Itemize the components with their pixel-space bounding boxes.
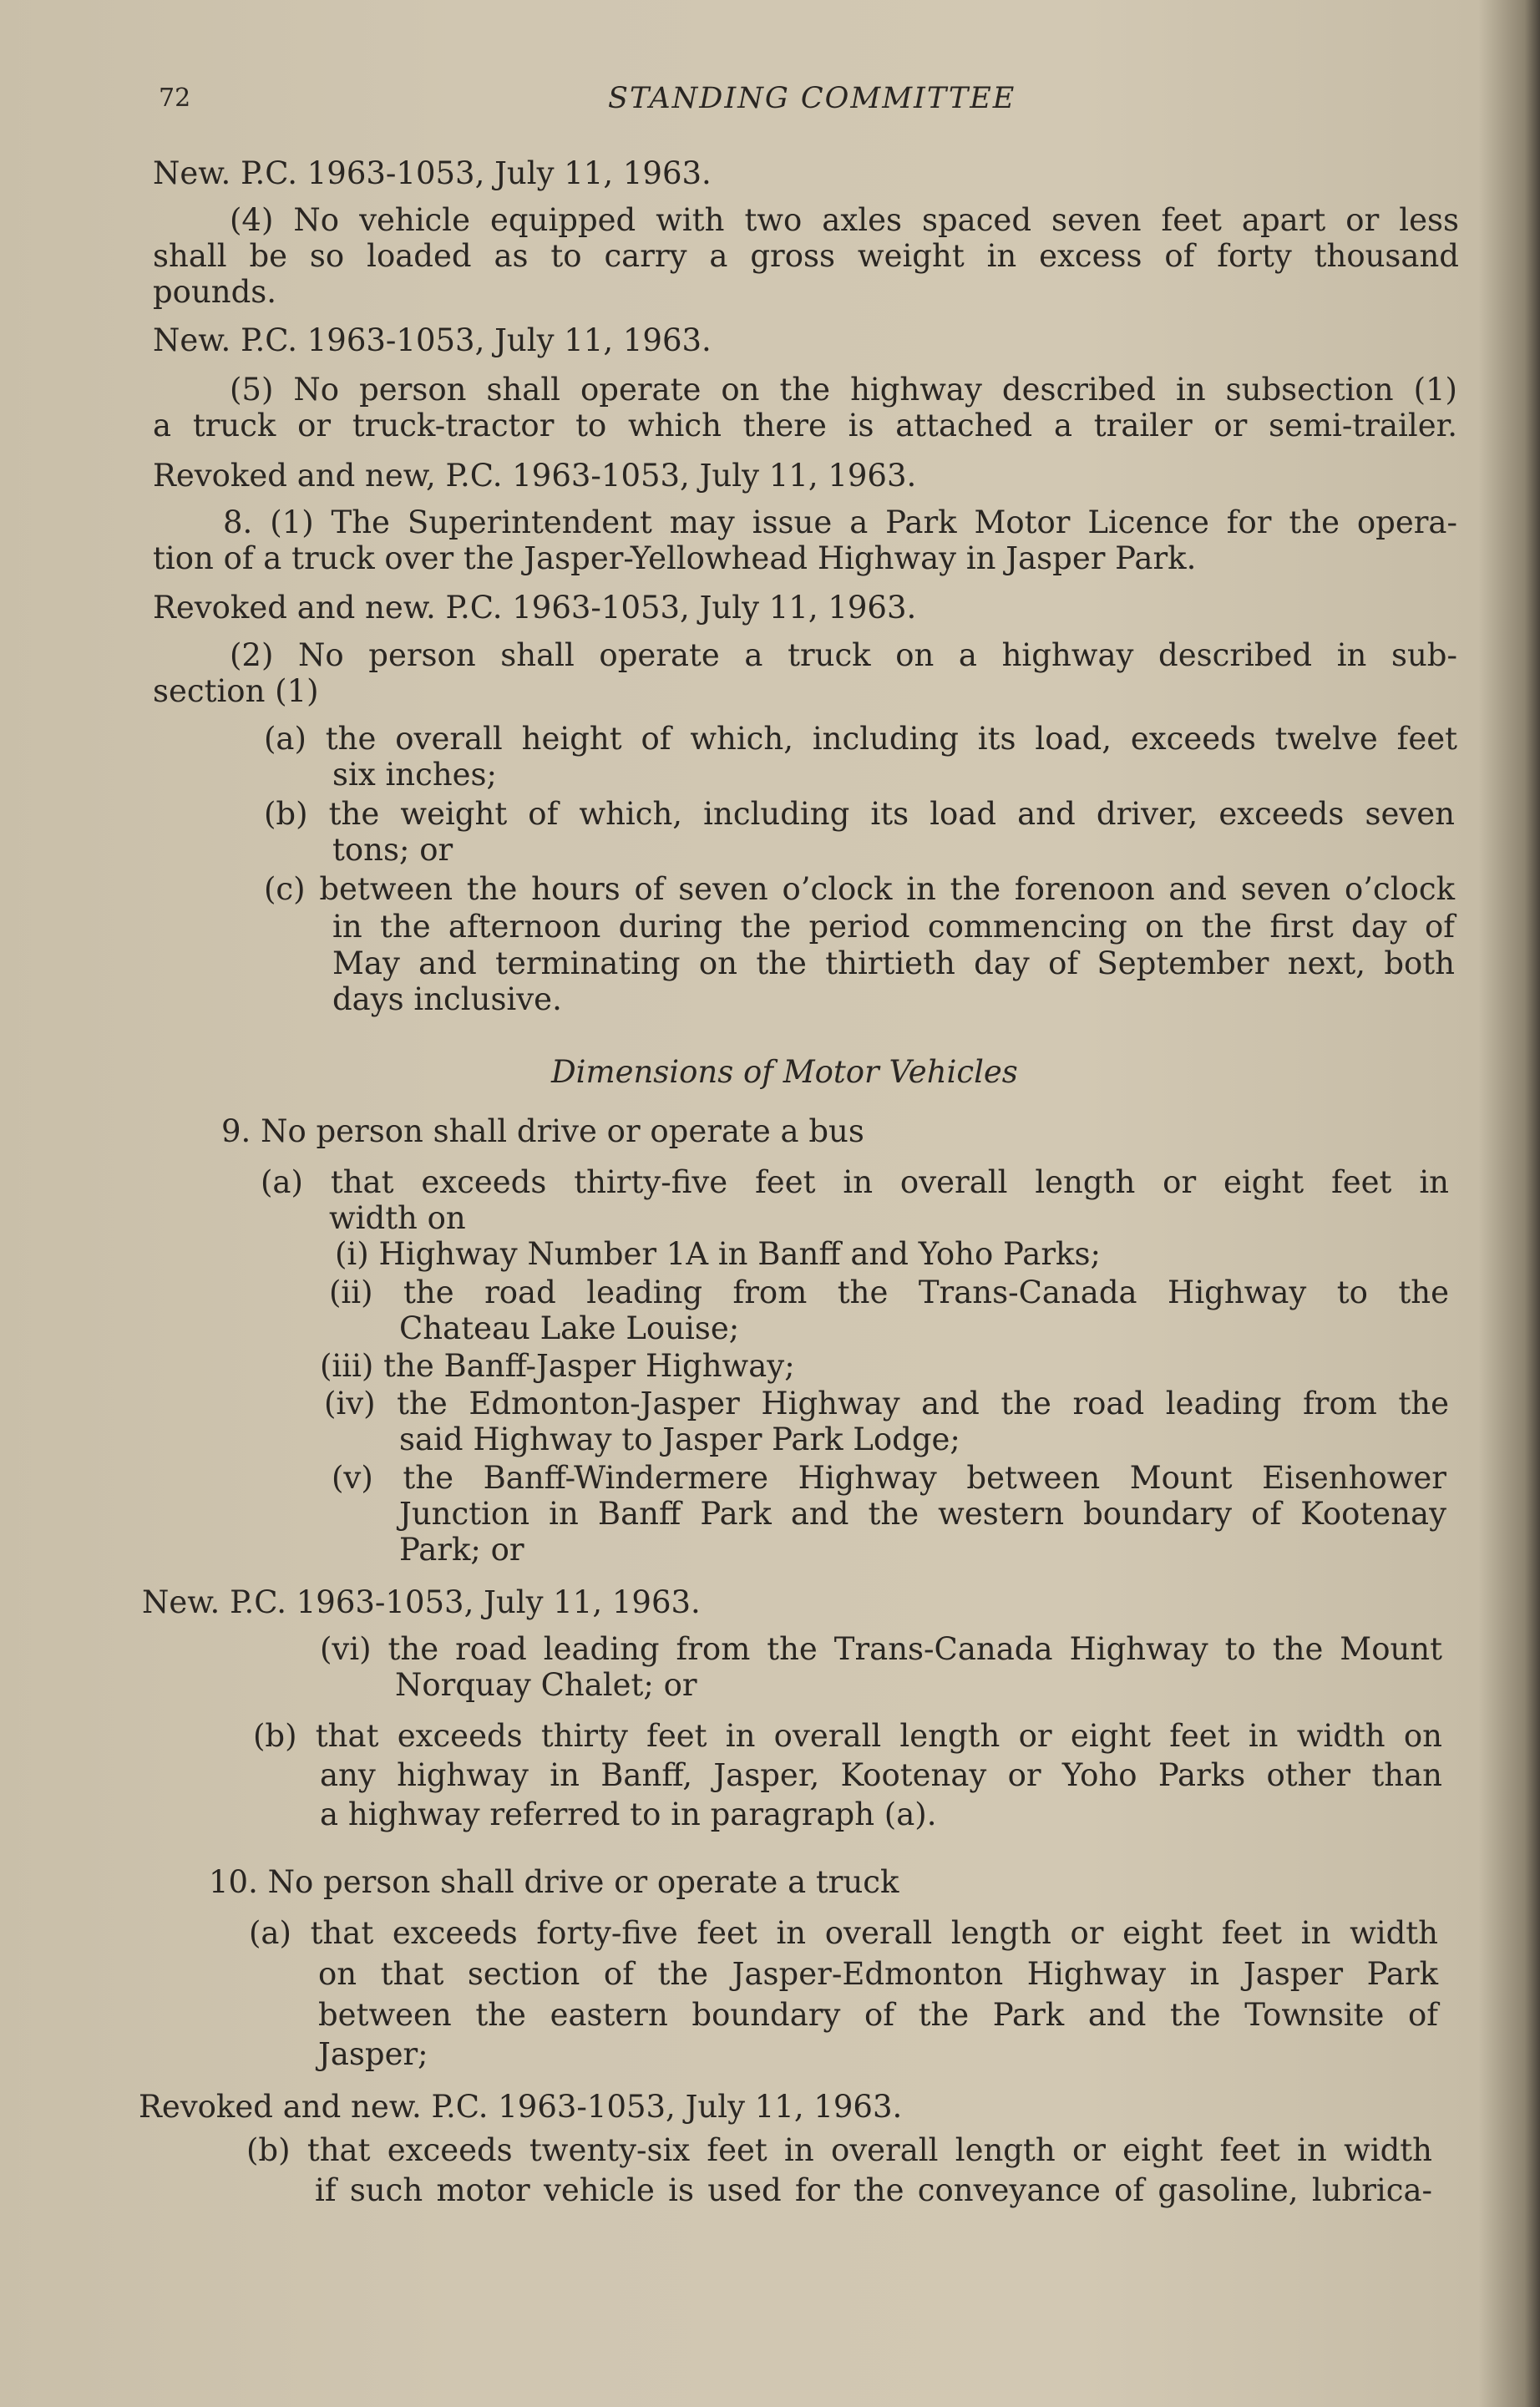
amendment-note: Revoked and new. P.C. 1963-1053, July 11, 1963.: [153, 590, 917, 626]
text-line: Jasper;: [318, 2036, 428, 2072]
text-line: Park; or: [399, 1532, 524, 1568]
text-line: said Highway to Jasper Park Lodge;: [399, 1421, 960, 1457]
text-line: if such motor vehicle is used for the conveyance of gasoline, lubrica-: [315, 2172, 1432, 2208]
text-line: May and terminating on the thirtieth day of September next, both: [332, 945, 1455, 981]
text-line: days inclusive.: [332, 981, 562, 1017]
text-line: 8. (1) The Superintendent may issue a Park Motor Licence for the opera-: [223, 504, 1457, 540]
text-line: tion of a truck over the Jasper-Yellowhead Highway in Jasper Park.: [153, 540, 1197, 576]
text-line: width on: [329, 1200, 466, 1236]
amendment-note: New. P.C. 1963-1053, July 11, 1963.: [153, 155, 712, 191]
text-line: (b) the weight of which, including its load and driver, exceeds seven: [264, 796, 1455, 832]
running-title: STANDING COMMITTEE: [608, 82, 1016, 115]
text-line: (ii) the road leading from the Trans-Canada Highway to the: [329, 1274, 1449, 1310]
amendment-note: Revoked and new. P.C. 1963-1053, July 11, 1963.: [139, 2089, 903, 2125]
text-line: shall be so loaded as to carry a gross weight in excess of forty thousand: [153, 238, 1459, 274]
text-line: a truck or truck-tractor to which there is attached a trailer or semi-trailer.: [153, 408, 1457, 443]
text-line: between the eastern boundary of the Park and the Townsite of: [318, 1997, 1438, 2033]
text-line: Chateau Lake Louise;: [399, 1310, 740, 1346]
text-line: a highway referred to in paragraph (a).: [320, 1796, 937, 1832]
text-line: on that section of the Jasper-Edmonton Highway in Jasper Park: [318, 1956, 1438, 1992]
text-line: (b) that exceeds thirty feet in overall length or eight feet in width on: [253, 1718, 1442, 1754]
text-line: (b) that exceeds twenty-six feet in overall length or eight feet in width: [246, 2132, 1432, 2168]
text-line: (a) that exceeds forty-five feet in overall length or eight feet in width: [249, 1915, 1438, 1951]
text-line: (i) Highway Number 1A in Banff and Yoho Parks;: [335, 1236, 1101, 1272]
text-line: 9. No person shall drive or operate a bus: [221, 1113, 864, 1149]
text-line: (v) the Banff-Windermere Highway between Mount Eisenhower: [332, 1460, 1446, 1496]
text-line: tons; or: [332, 832, 453, 868]
text-line: (iv) the Edmonton-Jasper Highway and the road leading from the: [324, 1386, 1449, 1421]
text-line: (vi) the road leading from the Trans-Canada Highway to the Mount: [320, 1631, 1442, 1667]
text-line: section (1): [153, 673, 319, 709]
amendment-note: Revoked and new, P.C. 1963-1053, July 11, 1963.: [153, 458, 917, 494]
text-line: Junction in Banff Park and the western boundary of Kootenay: [399, 1496, 1446, 1532]
text-line: (c) between the hours of seven o’clock in the forenoon and seven o’clock: [264, 871, 1455, 907]
text-line: (4) No vehicle equipped with two axles spaced seven feet apart or less: [230, 202, 1459, 238]
page-number: 72: [159, 84, 191, 113]
text-line: (iii) the Banff-Jasper Highway;: [320, 1348, 795, 1384]
text-line: 10. No person shall drive or operate a truck: [209, 1864, 899, 1900]
text-line: (a) the overall height of which, including its load, exceeds twelve feet: [264, 721, 1457, 757]
text-line: (2) No person shall operate a truck on a highway described in sub-: [230, 637, 1457, 673]
text-line: six inches;: [332, 757, 498, 793]
text-line: (5) No person shall operate on the highway described in subsection (1): [230, 372, 1457, 408]
text-line: any highway in Banff, Jasper, Kootenay or Yoho Parks other than: [320, 1757, 1442, 1793]
amendment-note: New. P.C. 1963-1053, July 11, 1963.: [153, 322, 712, 358]
amendment-note: New. P.C. 1963-1053, July 11, 1963.: [142, 1584, 701, 1620]
text-line: in the afternoon during the period commencing on the first day of: [332, 909, 1455, 945]
text-line: Norquay Chalet; or: [395, 1667, 697, 1703]
text-line: pounds.: [153, 274, 277, 310]
text-line: (a) that exceeds thirty-five feet in overall length or eight feet in: [261, 1164, 1449, 1200]
section-heading: Dimensions of Motor Vehicles: [551, 1054, 1018, 1090]
